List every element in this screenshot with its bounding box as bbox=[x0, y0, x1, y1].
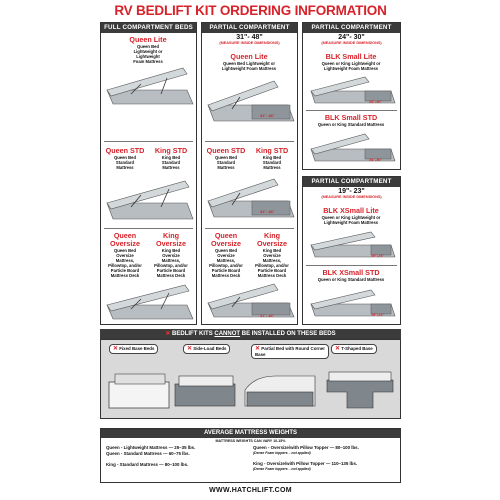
side-load-label: ✕ Side-Load Beds bbox=[183, 344, 230, 354]
unsupported-beds-illustration bbox=[105, 362, 397, 416]
mattress-weights-panel bbox=[100, 428, 401, 483]
blk-small-std-item: BLK Small STD Queen or King Standard Mattress bbox=[317, 113, 385, 127]
dimension-label: 19"-23" bbox=[371, 313, 385, 317]
blk-small-lite-item: BLK Small Lite Queen or King Lightweight or Lightweight Foam Mattress bbox=[321, 52, 381, 71]
blk-xsmall-lite-item: BLK XSmall Lite Queen or King Lightweight or Lightweight Foam Mattress bbox=[321, 206, 381, 225]
measure-note: (MEASURE INSIDE DIMENSIONS) bbox=[219, 41, 280, 45]
dimension-label: 24"-30" bbox=[369, 100, 383, 104]
weights-left-column: Queen - Lightweight Mattress — 25–35 lbs. Queen - Standard Mattress — 60–75 lbs. King - Standard Mattress — 80–100 lbs. bbox=[106, 445, 196, 468]
x-mark-icon: ✕ bbox=[187, 346, 193, 352]
partial-19-23-panel bbox=[302, 176, 401, 325]
dimension-label: 24"-30" bbox=[369, 158, 383, 162]
king-oversize-item: King Oversize King Bed Oversize Mattress, Pillowtop, and/or Particle Board Mattress Deck bbox=[255, 231, 289, 278]
x-mark-icon: ✕ bbox=[113, 346, 119, 352]
range-label: 24"- 30" bbox=[338, 34, 365, 41]
partial-compartment-header: PARTIAL COMPARTMENT bbox=[202, 23, 297, 33]
measure-note: (MEASURE INSIDE DIMENSIONS) bbox=[321, 195, 382, 199]
dimension-label: 31"- 48" bbox=[260, 314, 275, 318]
partial-31-48-panel bbox=[201, 22, 298, 325]
t-shaped-label: ✕ T-Shaped Base bbox=[331, 344, 377, 354]
not-installed-header: ✕ BEDLIFT KITS CANNOT BE INSTALLED ON THESE BEDS bbox=[100, 329, 401, 339]
partial-compartment-header: PARTIAL COMPARTMENT bbox=[303, 23, 400, 33]
bed-lift-illustration bbox=[101, 64, 195, 108]
bed-lift-illustration bbox=[305, 131, 397, 165]
king-std-item: King STD King Bed Standard Mattress bbox=[154, 146, 188, 170]
not-installed-panel bbox=[100, 339, 401, 419]
page-title: RV BEDLIFT KIT ORDERING INFORMATION bbox=[114, 3, 387, 18]
measure-note: (MEASURE INSIDE DIMENSIONS) bbox=[321, 41, 382, 45]
weights-header: AVERAGE MATTRESS WEIGHTS bbox=[101, 429, 400, 438]
fixed-base-label: ✕ Fixed Base Beds bbox=[109, 344, 158, 354]
queen-std-item: Queen STD Queen Bed Standard Mattress bbox=[206, 146, 246, 170]
bed-lift-illustration bbox=[202, 75, 296, 127]
partial-24-30-panel bbox=[302, 22, 401, 170]
range-label: 31"- 48" bbox=[236, 34, 263, 41]
weights-subtitle: MATTRESS WEIGHTS CAN VARY 10-15% bbox=[215, 439, 286, 443]
queen-lite-item: Queen Lite Queen Bed Lightweight or Lightweight Foam Mattress bbox=[101, 36, 195, 108]
partial-round-corner-label: ✕ Partial Bed with Round Corner Base bbox=[251, 344, 329, 359]
queen-oversize-item: Queen Oversize Queen Bed Oversize Mattress, Pillowtop, and/or Particle Board Mattress Deck bbox=[209, 231, 243, 278]
partial-compartment-header: PARTIAL COMPARTMENT bbox=[303, 177, 400, 187]
bed-lift-illustration bbox=[202, 173, 296, 223]
queen-std-item: Queen STD Queen Bed Standard Mattress bbox=[105, 146, 145, 170]
website-url[interactable]: WWW.HATCHLIFT.COM bbox=[209, 487, 292, 494]
blk-xsmall-std-item: BLK XSmall STD Queen or King Standard Mattress bbox=[317, 268, 385, 282]
dimension-label: 31"- 48" bbox=[260, 210, 275, 214]
bed-lift-illustration bbox=[305, 75, 397, 107]
bed-lift-illustration bbox=[202, 281, 296, 323]
bed-lift-illustration bbox=[101, 173, 195, 223]
queen-oversize-item: Queen Oversize Queen Bed Oversize Mattress, Pillowtop, and/or Particle Board Mattress Deck bbox=[108, 231, 142, 278]
weights-right-column: Queen - Oversize/with Pillow Topper — 80–100 lbs. (Dense Foam toppers – not applied) King - Oversize/with Pillow Topper — 110–135 lbs. (Dense Foam toppers – not applied) bbox=[253, 445, 359, 471]
range-label: 19"- 23" bbox=[338, 188, 365, 195]
bed-lift-illustration bbox=[101, 281, 195, 323]
king-std-item: King STD King Bed Standard Mattress bbox=[255, 146, 289, 170]
dimension-label: 19"-23" bbox=[371, 254, 385, 258]
queen-lite-item: Queen Lite Queen Bed Lightweight or Lightweight Foam Mattress bbox=[221, 52, 277, 71]
x-mark-icon: ✕ bbox=[165, 331, 171, 337]
dimension-label: 31"- 48" bbox=[260, 114, 275, 118]
king-oversize-item: King Oversize King Bed Oversize Mattress, Pillowtop, and/or Particle Board Mattress Deck bbox=[154, 231, 188, 278]
full-compartment-header: FULL COMPARTMENT BEDS bbox=[101, 23, 196, 33]
ordering-sheet bbox=[98, 0, 403, 500]
full-compartment-panel bbox=[100, 22, 197, 325]
x-mark-icon: ✕ bbox=[335, 346, 341, 352]
x-mark-icon: ✕ bbox=[255, 346, 261, 352]
